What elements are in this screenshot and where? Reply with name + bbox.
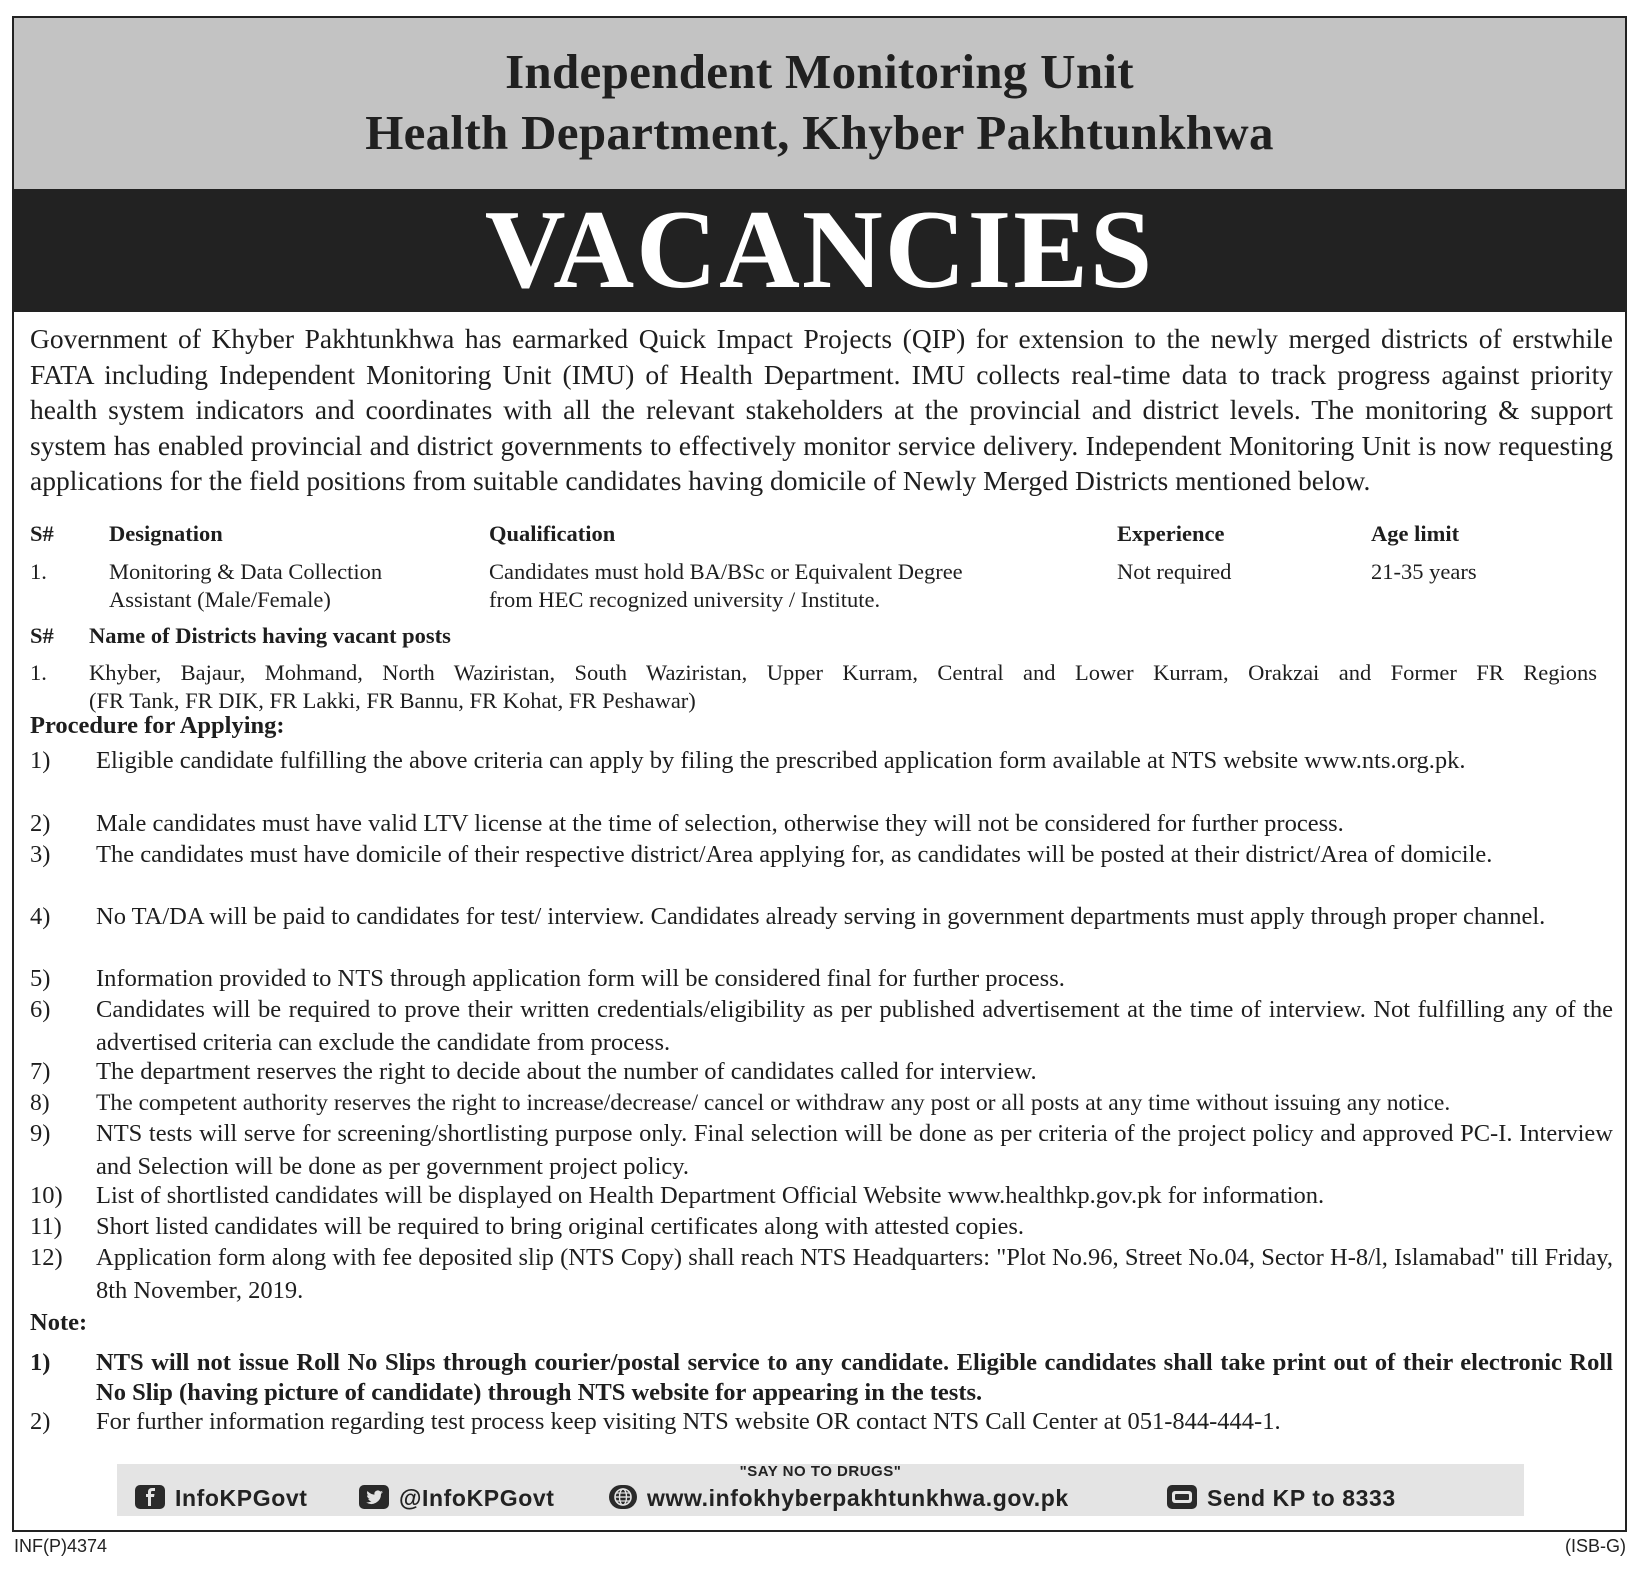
procedure-item — [30, 1180, 1625, 1213]
advertisement — [12, 16, 1627, 1532]
item-number: 8) — [30, 1090, 50, 1116]
item-number: 10) — [30, 1182, 63, 1209]
note-title: Note: — [30, 1309, 88, 1336]
designation-line: Monitoring & Data Collection — [109, 559, 383, 584]
facebook-label: InfoKPGovt — [175, 1485, 308, 1511]
sms-icon — [1167, 1485, 1197, 1509]
col-age-limit: Age limit — [1371, 521, 1460, 546]
globe-icon — [609, 1485, 637, 1509]
item-text: Eligible candidate fulfilling the above criteria can apply by filing the prescribed application form available at NTS website www.nts.org.pk. — [96, 747, 1466, 774]
procedure-item — [30, 745, 1625, 778]
age-limit-cell: 21-35 years — [1371, 559, 1477, 584]
item-text: No TA/DA will be paid to candidates for test/ interview. Candidates already serving in government departments must apply through proper channel. — [96, 903, 1546, 930]
procedure-item — [30, 901, 1625, 934]
item-number: 12) — [30, 1244, 63, 1271]
item-text: Short listed candidates will be required to bring original certificates along with attested copies. — [96, 1213, 1025, 1240]
sms-service[interactable] — [1167, 1485, 1396, 1511]
item-number: 2) — [30, 1408, 51, 1435]
facebook-icon — [135, 1485, 165, 1509]
procedure-item — [30, 1087, 1625, 1120]
org-name: Independent Monitoring Unit — [505, 44, 1134, 99]
twitter-icon — [359, 1485, 389, 1509]
procedure-title: Procedure for Applying: — [30, 712, 285, 739]
col-sno: S# — [30, 521, 54, 546]
districts-line: Khyber, Bajaur, Mohmand, North Waziristan, South Waziristan, Upper Kurram, Central and Lower Kurram, Orakzai and Former FR Regions — [89, 660, 1597, 685]
procedure-item — [30, 1118, 1625, 1183]
item-text: The department reserves the right to decide about the number of candidates called for interview. — [96, 1058, 1037, 1085]
item-number: 2) — [30, 810, 51, 837]
qualification-line: from HEC recognized university / Institute. — [489, 587, 881, 612]
item-number: 9) — [30, 1120, 51, 1147]
region-code: (ISB-G) — [1565, 1536, 1626, 1556]
item-number: 7) — [30, 1058, 51, 1085]
row-sno: 1. — [30, 660, 47, 685]
item-text: Application form along with fee deposited slip (NTS Copy) shall reach NTS Headquarters: "Plot No.96, Street No.04, Sector H-8/l, Islamabad" till Friday, 8th November, 2019. — [96, 1244, 1613, 1304]
item-text: List of shortlisted candidates will be displayed on Health Department Official Website www.healthkp.gov.pk for information. — [96, 1182, 1325, 1209]
item-text: Male candidates must have valid LTV license at the time of selection, otherwise they will not be considered for further process. — [96, 810, 1344, 837]
row-sno: 1. — [30, 559, 47, 584]
intro-paragraph: Government of Khyber Pakhtunkhwa has earmarked Quick Impact Projects (QIP) for extension to the newly merged districts of erstwhile FATA including Independent Monitoring Unit (IMU) of Health Department. IMU collects real-time data to track progress against priority health system indicators and coordinates with all the relevant stakeholders at the provincial and district levels. The monitoring & support system has enabled provincial and district governments to effectively monitor service delivery. Independent Monitoring Unit is now requesting applications for the field positions from suitable candidates having domicile of Newly Merged Districts mentioned below. — [30, 323, 1613, 496]
districts-cell — [89, 659, 1597, 715]
note-item — [30, 1348, 1625, 1408]
col-sno: S# — [30, 623, 54, 648]
item-number: 6) — [30, 996, 51, 1023]
twitter-handle[interactable] — [359, 1485, 555, 1511]
item-text: Candidates will be required to prove their written credentials/eligibility as per published advertisement at the time of interview. Not fulfilling any of the advertised criteria can exclude the candidate from process. — [96, 996, 1613, 1056]
procedure-item — [30, 1242, 1625, 1307]
procedure-item — [30, 1211, 1625, 1244]
districts-line: (FR Tank, FR DIK, FR Lakki, FR Bannu, FR Kohat, FR Peshawar) — [89, 688, 696, 713]
vacancies-banner — [14, 189, 1625, 312]
procedure-item — [30, 963, 1625, 996]
qualification-line: Candidates must hold BA/BSc or Equivalent Degree — [489, 559, 963, 584]
item-text: Information provided to NTS through application form will be considered final for further process. — [96, 965, 1065, 992]
procedure-item — [30, 808, 1625, 841]
item-text: The candidates must have domicile of their respective district/Area applying for, as candidates will be posted at their district/Area of domicile. — [96, 841, 1493, 868]
item-number: 11) — [30, 1213, 62, 1240]
vacancies-title: VACANCIES — [484, 188, 1155, 312]
website-link[interactable] — [609, 1485, 1069, 1511]
facebook-handle[interactable] — [135, 1485, 308, 1511]
procedure-item — [30, 994, 1625, 1059]
item-text: For further information regarding test process keep visiting NTS website OR contact NTS Call Center at 051-844-444-1. — [96, 1408, 1281, 1435]
sms-label: Send KP to 8333 — [1207, 1485, 1396, 1511]
ad-code: INF(P)4374 — [14, 1536, 108, 1556]
designation-line: Assistant (Male/Female) — [109, 587, 331, 612]
item-text: NTS will not issue Roll No Slips through courier/postal service to any candidate. Eligible candidates shall take print out of their electronic Roll No Slip (having picture of candidate) through NTS website for appearing in the tests. — [96, 1349, 1613, 1406]
col-qualification: Qualification — [489, 521, 616, 546]
item-text: The competent authority reserves the right to increase/decrease/ cancel or withdraw any post or all posts at any time without issuing any notice. — [96, 1090, 1451, 1116]
item-number: 5) — [30, 965, 51, 992]
col-experience: Experience — [1117, 521, 1225, 546]
col-districts: Name of Districts having vacant posts — [89, 623, 451, 648]
experience-cell: Not required — [1117, 559, 1232, 584]
slogan: "SAY NO TO DRUGS" — [739, 1463, 902, 1480]
item-number: 1) — [30, 747, 51, 774]
designation-cell — [109, 558, 382, 614]
department-name: Health Department, Khyber Pakhtunkhwa — [365, 105, 1274, 160]
col-designation: Designation — [109, 521, 223, 546]
procedure-item — [30, 839, 1625, 872]
twitter-label: @InfoKPGovt — [399, 1485, 555, 1511]
qualification-cell — [489, 558, 963, 614]
note-item — [30, 1406, 1625, 1439]
item-number: 3) — [30, 841, 51, 868]
header-banner — [14, 18, 1625, 189]
procedure-item — [30, 1056, 1625, 1089]
item-number: 4) — [30, 903, 51, 930]
item-text: NTS tests will serve for screening/shortlisting purpose only. Final selection will be done as per criteria of the project policy and approved PC-I. Interview and Selection will be done as per government project policy. — [96, 1120, 1613, 1180]
website-label: www.infokhyberpakhtunkhwa.gov.pk — [647, 1485, 1069, 1511]
footer-bar — [117, 1464, 1524, 1516]
item-number: 1) — [30, 1349, 51, 1376]
